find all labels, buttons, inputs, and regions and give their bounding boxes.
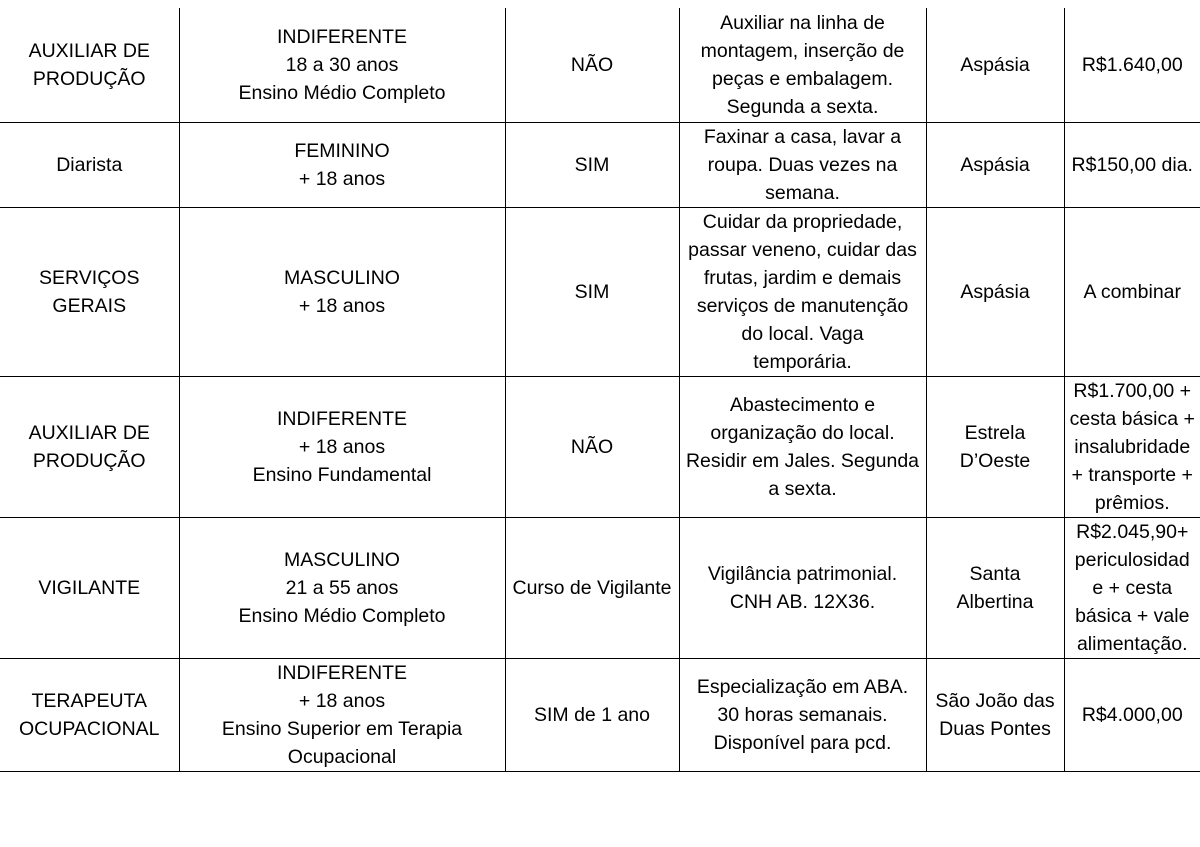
description-cell: Abastecimento e organização do local. Residir em Jales. Segunda a sexta.	[679, 376, 926, 517]
experience-cell: SIM	[505, 122, 679, 207]
description-cell: Especialização em ABA. 30 horas semanais. Disponível para pcd.	[679, 658, 926, 771]
experience-cell: SIM de 1 ano	[505, 658, 679, 771]
requirements-cell: MASCULINO + 18 anos	[179, 207, 505, 376]
salary-cell: R$150,00 dia.	[1064, 122, 1200, 207]
description-cell: Cuidar da propriedade, passar veneno, cuidar das frutas, jardim e demais serviços de manutenção do local. Vaga temporária.	[679, 207, 926, 376]
table-row	[0, 207, 1200, 376]
table-row	[0, 376, 1200, 517]
salary-cell: R$4.000,00	[1064, 658, 1200, 771]
job-title-cell: Diarista	[0, 122, 179, 207]
table-row	[0, 8, 1200, 122]
city-cell: Aspásia	[926, 8, 1064, 122]
table-row	[0, 122, 1200, 207]
job-title-cell: TERAPEUTA OCUPACIONAL	[0, 658, 179, 771]
requirements-cell: INDIFERENTE + 18 anos Ensino Superior em Terapia Ocupacional	[179, 658, 505, 771]
description-cell: Vigilância patrimonial. CNH AB. 12X36.	[679, 517, 926, 658]
experience-cell: SIM	[505, 207, 679, 376]
experience-cell: Curso de Vigilante	[505, 517, 679, 658]
description-cell: Auxiliar na linha de montagem, inserção de peças e embalagem. Segunda a sexta.	[679, 8, 926, 122]
description-cell: Faxinar a casa, lavar a roupa. Duas vezes na semana.	[679, 122, 926, 207]
salary-cell: R$1.640,00	[1064, 8, 1200, 122]
job-listings-table	[0, 8, 1200, 772]
requirements-cell: INDIFERENTE 18 a 30 anos Ensino Médio Completo	[179, 8, 505, 122]
job-title-cell: AUXILIAR DE PRODUÇÃO	[0, 376, 179, 517]
salary-cell: R$2.045,90+ periculosidad e + cesta básica + vale alimentação.	[1064, 517, 1200, 658]
city-cell: São João das Duas Pontes	[926, 658, 1064, 771]
city-cell: Santa Albertina	[926, 517, 1064, 658]
requirements-cell: INDIFERENTE + 18 anos Ensino Fundamental	[179, 376, 505, 517]
table-row	[0, 517, 1200, 658]
city-cell: Estrela D’Oeste	[926, 376, 1064, 517]
salary-cell: R$1.700,00 + cesta básica + insalubridade + transporte + prêmios.	[1064, 376, 1200, 517]
job-listings-sheet	[0, 8, 1200, 772]
city-cell: Aspásia	[926, 122, 1064, 207]
job-title-cell: VIGILANTE	[0, 517, 179, 658]
table-row	[0, 658, 1200, 771]
salary-cell: A combinar	[1064, 207, 1200, 376]
job-title-cell: SERVIÇOS GERAIS	[0, 207, 179, 376]
city-cell: Aspásia	[926, 207, 1064, 376]
experience-cell: NÃO	[505, 376, 679, 517]
requirements-cell: FEMININO + 18 anos	[179, 122, 505, 207]
experience-cell: NÃO	[505, 8, 679, 122]
job-title-cell: AUXILIAR DE PRODUÇÃO	[0, 8, 179, 122]
requirements-cell: MASCULINO 21 a 55 anos Ensino Médio Completo	[179, 517, 505, 658]
